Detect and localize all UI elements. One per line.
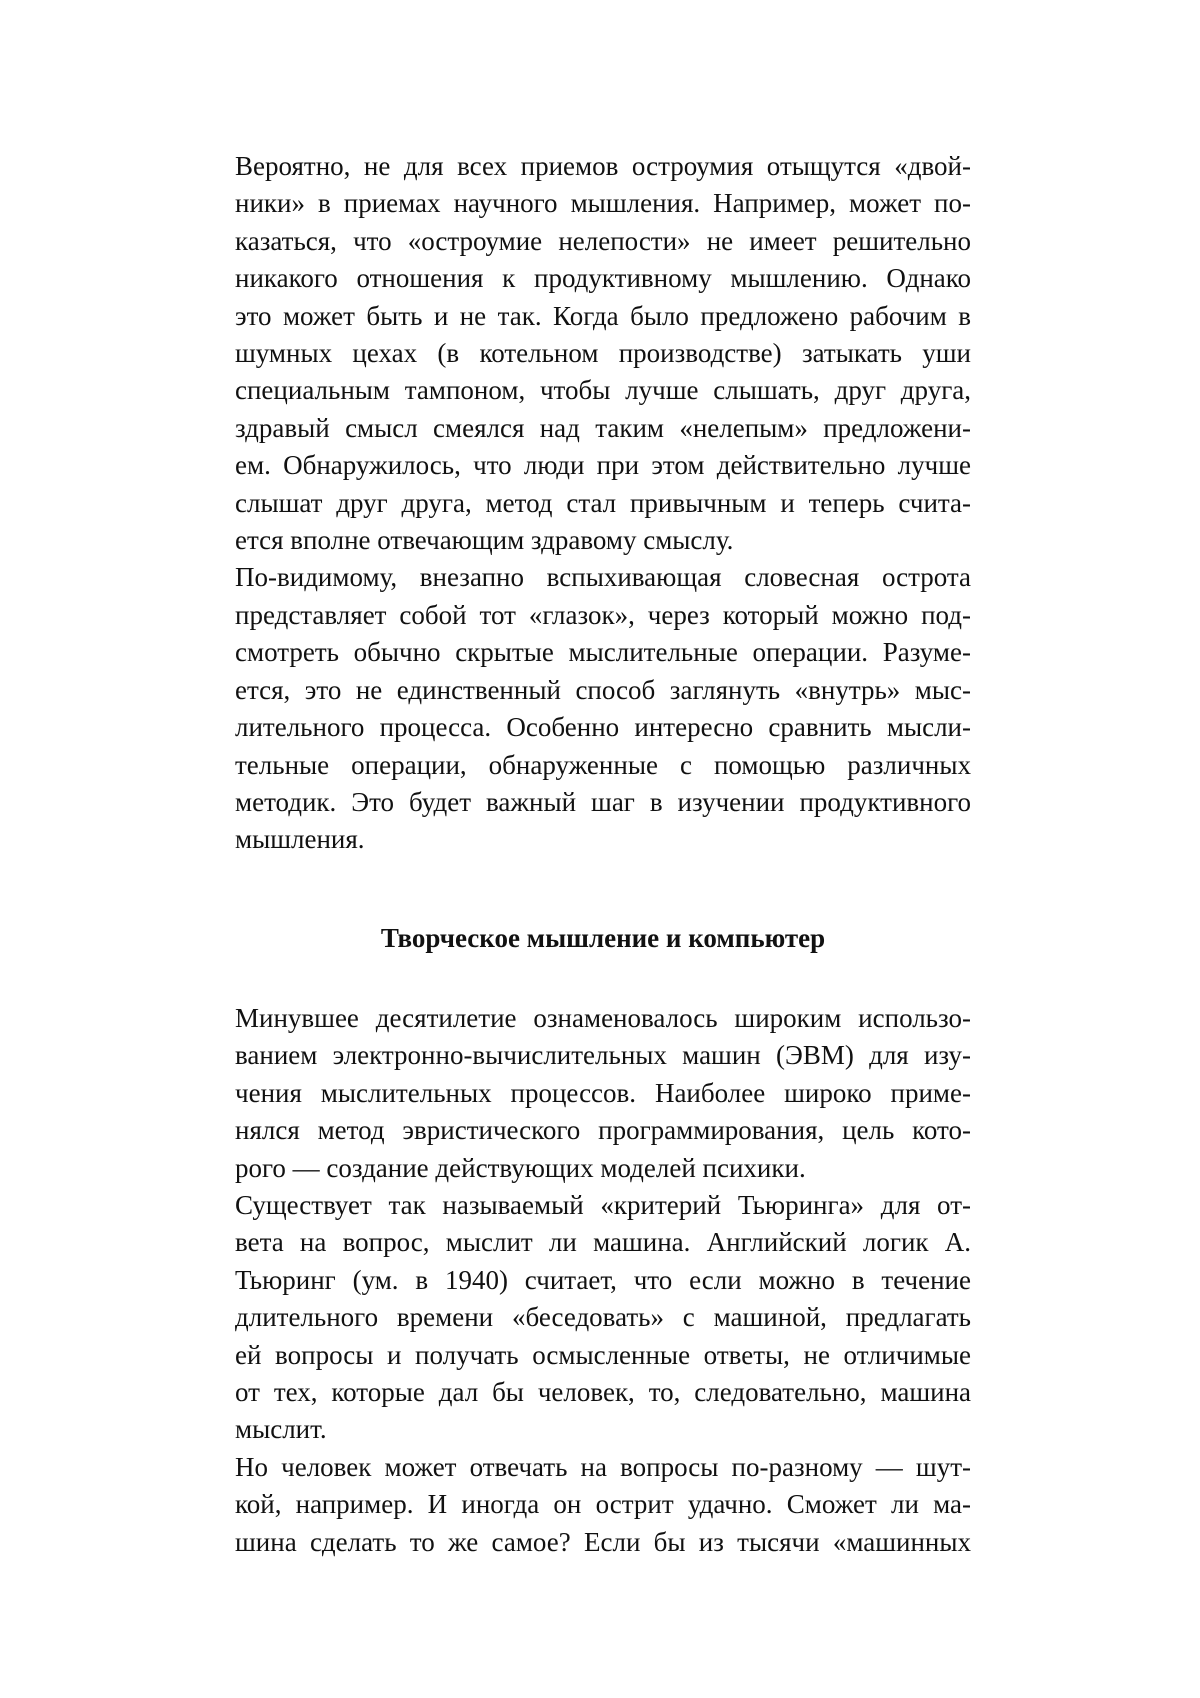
text-line: казаться, что «остроумие нелепости» не имеет решительно bbox=[235, 225, 971, 256]
text-line: шина сделать то же самое? Если бы из тысячи «машинных bbox=[235, 1526, 971, 1557]
text-line: нялся метод эвристического программирования, цель кото- bbox=[235, 1115, 971, 1146]
text-line: мыслит. bbox=[235, 1414, 327, 1445]
text-line: чения мыслительных процессов. Наиболее широко приме- bbox=[235, 1077, 971, 1108]
text-line: тельные операции, обнаруженные с помощью различных bbox=[235, 749, 971, 780]
text-line: методик. Это будет важный шаг в изучении продуктивного bbox=[235, 786, 971, 817]
text-line: длительного времени «беседовать» с машиной, предлагать bbox=[235, 1302, 971, 1333]
text-line: мышления. bbox=[235, 824, 365, 855]
text-line: вета на вопрос, мыслит ли машина. Английский логик А. bbox=[235, 1227, 971, 1258]
text-line: Минувшее десятилетие ознаменовалось широким использо- bbox=[235, 1003, 971, 1033]
text-line: Тьюринг (ум. в 1940) считает, что если можно в течение bbox=[235, 1264, 971, 1295]
text-line: здравый смысл смеялся над таким «нелепым» предложени- bbox=[235, 412, 971, 443]
text-line: ники» в приемах научного мышления. Например, может по- bbox=[235, 188, 971, 219]
text-line: ется, это не единственный способ заглянуть «внутрь» мыс- bbox=[235, 674, 971, 705]
text-line: ем. Обнаружилось, что люди при этом действительно лучше bbox=[235, 450, 971, 481]
text-line: рого — создание действующих моделей психики. bbox=[235, 1152, 806, 1183]
text-line: шумных цехах (в котельном производстве) затыкать уши bbox=[235, 338, 971, 369]
text-line: По-видимому, внезапно вспыхивающая словесная острота bbox=[235, 562, 971, 593]
text-block-2 bbox=[235, 1000, 971, 1561]
text-line: представляет собой тот «глазок», через который можно под- bbox=[235, 599, 971, 630]
text-line: кой, например. И иногда он острит удачно. Сможет ли ма- bbox=[235, 1489, 971, 1520]
section-title: Творческое мышление и компьютер bbox=[380, 923, 826, 953]
text-line: ванием электронно-вычислительных машин (ЭВМ) для изу- bbox=[235, 1040, 971, 1071]
text-line: никакого отношения к продуктивному мышлению. Однако bbox=[235, 263, 971, 294]
text-line: это может быть и не так. Когда было предложено рабочим в bbox=[235, 300, 971, 331]
text-block-1 bbox=[235, 148, 971, 859]
text-line: Но человек может отвечать на вопросы по-разному — шут- bbox=[235, 1451, 971, 1482]
text-line: ей вопросы и получать осмысленные ответы, не отличимые bbox=[235, 1339, 971, 1370]
text-line: Вероятно, не для всех приемов остроумия отыщутся «двой- bbox=[235, 151, 971, 181]
text-line: смотреть обычно скрытые мыслительные операции. Разуме- bbox=[235, 637, 971, 668]
text-line: лительного процесса. Особенно интересно сравнить мысли- bbox=[235, 712, 971, 743]
text-line: слышат друг друга, метод стал привычным и теперь счита- bbox=[235, 487, 971, 518]
text-line: Существует так называемый «критерий Тьюринга» для от- bbox=[235, 1190, 971, 1221]
text-line: от тех, которые дал бы человек, то, следовательно, машина bbox=[235, 1377, 971, 1408]
text-line: ется вполне отвечающим здравому смыслу. bbox=[235, 525, 734, 556]
text-line: специальным тампоном, чтобы лучше слышать, друг друга, bbox=[235, 375, 971, 406]
